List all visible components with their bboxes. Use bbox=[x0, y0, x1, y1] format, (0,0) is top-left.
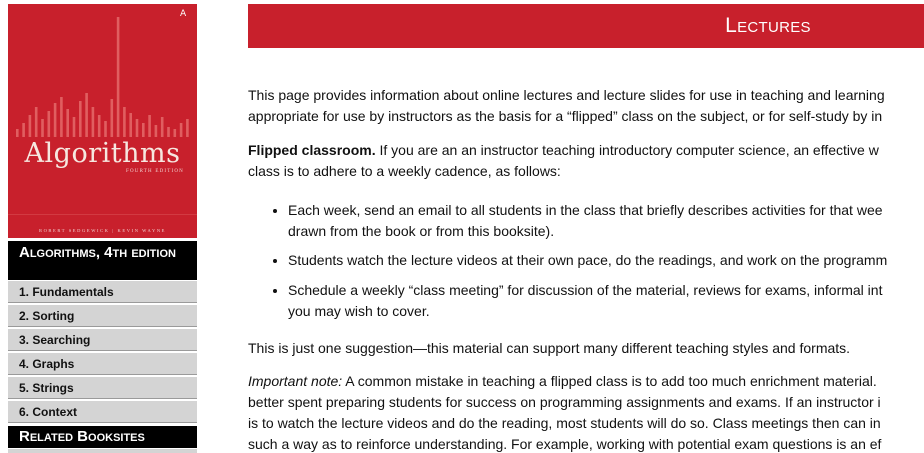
nav-item-fundamentals[interactable]: 1. Fundamentals bbox=[8, 281, 197, 303]
flipped-lead: Flipped classroom. bbox=[248, 142, 376, 158]
cover-bar bbox=[79, 101, 82, 137]
cover-bar bbox=[117, 17, 120, 137]
cover-edition: FOURTH EDITION bbox=[125, 169, 184, 174]
note-paragraph bbox=[248, 371, 881, 453]
page-title-banner bbox=[248, 4, 924, 48]
cover-bar bbox=[104, 121, 107, 137]
cover-bar bbox=[60, 97, 63, 137]
nav-item-context[interactable]: 6. Context bbox=[8, 401, 197, 423]
note-line-2: better spent preparing students for success on programming assignments and exams. If an instructor i bbox=[248, 394, 881, 410]
publisher-logo-icon: A bbox=[180, 9, 187, 19]
cover-bar bbox=[174, 129, 177, 137]
cover-bar bbox=[85, 93, 88, 137]
list-item bbox=[288, 250, 887, 271]
nav-header-related-label: Related Booksites bbox=[19, 428, 145, 445]
book-cover-image[interactable] bbox=[8, 4, 197, 238]
nav-header-related-booksites[interactable] bbox=[8, 426, 197, 448]
bullet-3-line-2: you may wish to cover. bbox=[288, 303, 430, 319]
list-item bbox=[288, 280, 887, 322]
related-booksites-list bbox=[8, 449, 197, 453]
intro-line-2: appropriate for use by instructors as the basis for a “flipped” class on the subject, or for self-study by in bbox=[248, 108, 883, 124]
cover-bar bbox=[161, 117, 164, 137]
intro-paragraph bbox=[248, 85, 885, 127]
cover-bar bbox=[155, 125, 158, 137]
nav-item-graphs[interactable]: 4. Graphs bbox=[8, 353, 197, 375]
nav-header-book-label: Algorithms, 4th edition bbox=[19, 244, 176, 261]
cadence-list bbox=[248, 200, 887, 331]
cover-bar bbox=[136, 119, 139, 137]
cover-bar bbox=[35, 107, 38, 137]
note-lead: Important note: bbox=[248, 373, 343, 389]
note-line-4: such a way as to reinforce understanding. For example, working with potential exam questions is an ef bbox=[248, 436, 882, 452]
intro-line-1: This page provides information about online lectures and lecture slides for use in teaching and learning bbox=[248, 87, 885, 103]
cover-title: Algorithms bbox=[24, 138, 181, 169]
sidebar bbox=[8, 0, 197, 453]
cover-bar bbox=[92, 107, 95, 137]
cover-bar bbox=[73, 117, 76, 137]
cover-bar bbox=[22, 123, 25, 137]
suggestion-paragraph: This is just one suggestion—this material can support many different teaching styles and formats. bbox=[248, 340, 851, 356]
cover-bar bbox=[180, 123, 183, 137]
cover-bar bbox=[186, 119, 189, 137]
bullet-1-line-2: drawn from the book or from this booksite). bbox=[288, 223, 555, 239]
cover-bar bbox=[66, 109, 69, 137]
flipped-line-2: class is to adhere to a weekly cadence, as follows: bbox=[248, 163, 561, 179]
cover-bar bbox=[41, 119, 44, 137]
cover-bar bbox=[48, 111, 51, 137]
cover-bar bbox=[29, 115, 32, 137]
cover-bar bbox=[167, 127, 170, 137]
note-line-3: is to watch the lecture videos and do the reading, most students will do so. Class meetings then can in bbox=[248, 415, 881, 431]
nav-header-book[interactable] bbox=[8, 241, 197, 280]
nav-item-strings[interactable]: 5. Strings bbox=[8, 377, 197, 399]
cover-bar bbox=[148, 115, 151, 137]
page-title: Lectures bbox=[725, 14, 811, 37]
note-line-1: A common mistake in teaching a flipped class is to add too much enrichment material. bbox=[342, 373, 877, 389]
bullet-1-line-1: Each week, send an email to all students in the class that briefly describes activities for that wee bbox=[288, 202, 883, 218]
cover-bar bbox=[142, 123, 145, 137]
bullet-3-line-1: Schedule a weekly “class meeting” for discussion of the material, reviews for exams, informal int bbox=[288, 282, 883, 298]
cover-rule bbox=[8, 214, 197, 215]
cover-bar bbox=[16, 129, 19, 137]
chapter-nav-list bbox=[8, 281, 197, 425]
flipped-line-1: If you are an an instructor teaching introductory computer science, an effective w bbox=[375, 142, 879, 158]
cover-bar-graphic bbox=[8, 4, 197, 238]
cover-bar bbox=[111, 99, 114, 137]
cover-bar bbox=[123, 107, 126, 137]
main-content bbox=[248, 84, 924, 453]
cover-bar bbox=[98, 115, 101, 137]
cover-bar bbox=[54, 103, 57, 137]
flipped-paragraph bbox=[248, 140, 879, 182]
cover-authors: ROBERT SEDGEWICK | KEVIN WAYNE bbox=[38, 228, 167, 233]
nav-item-sorting[interactable]: 2. Sorting bbox=[8, 305, 197, 327]
list-item bbox=[288, 200, 887, 242]
bullet-2-line-1: Students watch the lecture videos at their own pace, do the readings, and work on the programm bbox=[288, 252, 888, 268]
cover-bar bbox=[129, 113, 132, 137]
nav-item-searching[interactable]: 3. Searching bbox=[8, 329, 197, 351]
